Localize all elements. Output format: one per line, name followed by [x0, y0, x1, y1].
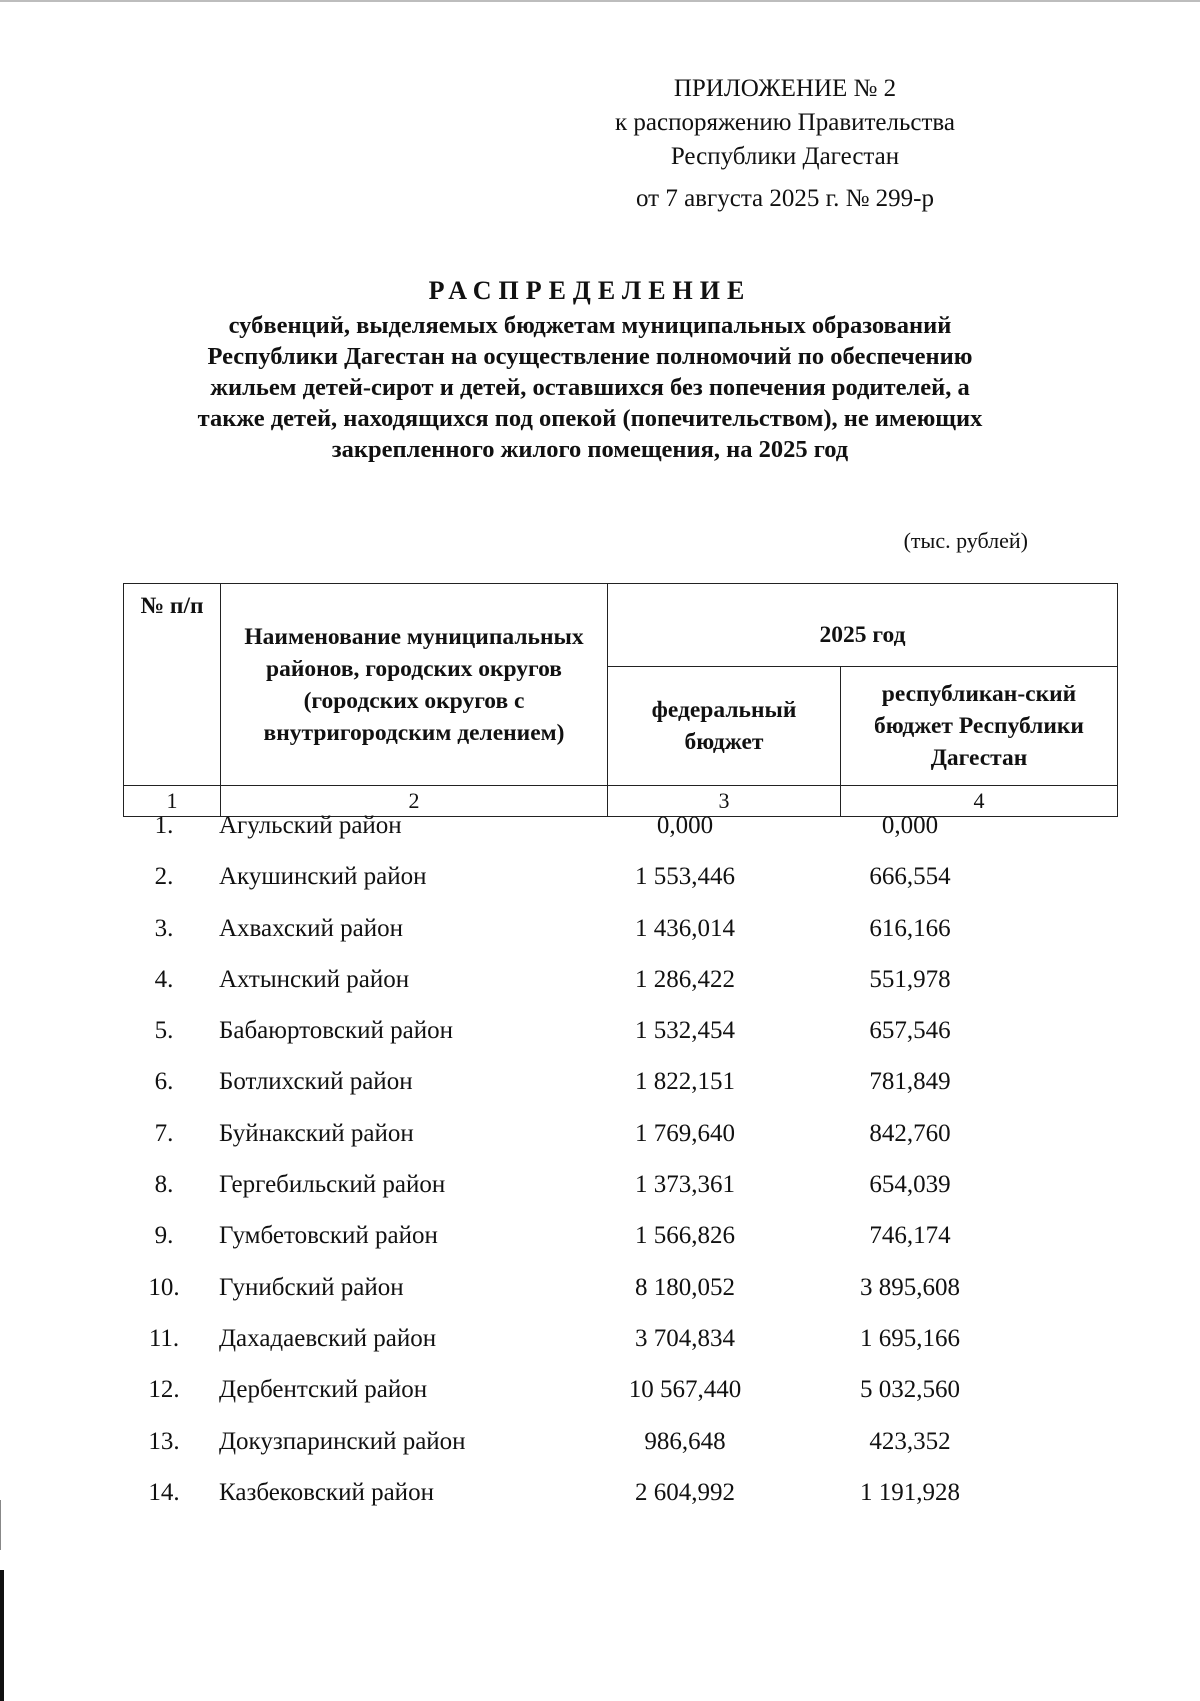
municipality-name: Казбековский район	[219, 1478, 434, 1506]
municipality-name: Акушинский район	[219, 863, 427, 891]
republic-amount: 842,760	[869, 1119, 951, 1147]
federal-amount: 1 532,454	[635, 1017, 735, 1045]
table-row	[123, 1068, 1041, 1119]
republic-amount: 0,000	[881, 812, 939, 839]
appendix-number: ПРИЛОЖЕНИЕ № 2	[673, 75, 897, 102]
table-row	[123, 915, 1041, 966]
republic-amount: 3 895,608	[860, 1273, 960, 1301]
republic-amount: 666,554	[869, 863, 951, 891]
document-title	[110, 274, 1070, 465]
column-index: 2	[221, 786, 608, 817]
republic-amount: 746,174	[869, 1222, 951, 1250]
table-row	[123, 1274, 1041, 1325]
subtitle-line: субвенций, выделяемых бюджетам муниципальных образований	[228, 312, 952, 339]
subtitle-line: также детей, находящихся под опекой (попечительством), не имеющих	[197, 405, 983, 432]
column-index: 1	[124, 786, 221, 817]
appendix-republic: Республики Дагестан	[670, 143, 900, 170]
row-number: 4.	[154, 965, 174, 993]
table-row	[123, 1325, 1041, 1376]
table-row	[123, 966, 1041, 1017]
municipality-name: Буйнакский район	[219, 1119, 414, 1147]
federal-amount: 3 704,834	[635, 1324, 735, 1352]
scan-edge	[0, 0, 1200, 2]
row-number: 13.	[148, 1427, 180, 1455]
header-year: 2025 год	[608, 584, 1118, 667]
table-row	[123, 1376, 1041, 1427]
column-index: 4	[841, 786, 1118, 817]
federal-amount: 1 566,826	[635, 1222, 735, 1250]
municipality-name: Ботлихский район	[219, 1068, 413, 1096]
appendix-reference: к распоряжению Правительства	[614, 109, 955, 136]
republic-amount: 423,352	[869, 1427, 951, 1455]
scan-edge	[0, 1570, 4, 1701]
federal-amount: 1 553,446	[635, 863, 735, 891]
row-number: 1.	[154, 812, 174, 839]
federal-amount: 1 286,422	[635, 965, 735, 993]
municipality-name: Ахтынский район	[219, 965, 410, 993]
republic-amount: 1 695,166	[860, 1324, 960, 1352]
table-row	[123, 1120, 1041, 1171]
federal-amount: 8 180,052	[635, 1273, 735, 1301]
row-number: 12.	[148, 1376, 180, 1404]
federal-amount: 10 567,440	[628, 1376, 742, 1404]
scan-edge	[0, 1500, 1, 1550]
municipality-name: Бабаюртовский район	[219, 1017, 453, 1045]
subtitle-line: Республики Дагестан на осуществление полномочий по обеспечению	[207, 343, 973, 370]
municipality-name: Докузпаринский район	[219, 1427, 466, 1455]
table-header	[123, 583, 1118, 817]
federal-amount: 1 373,361	[635, 1171, 735, 1199]
units-label: (тыс. рублей)	[903, 528, 1028, 553]
federal-amount: 0,000	[656, 812, 714, 839]
header-republic: республикан-ский бюджет Республики Дагестан	[841, 667, 1118, 786]
federal-amount: 986,648	[644, 1427, 726, 1455]
table-row	[123, 1479, 1041, 1530]
municipality-name: Агульский район	[219, 812, 402, 839]
municipality-name: Дахадаевский район	[219, 1324, 437, 1352]
subtitle-line: закрепленного жилого помещения, на 2025 год	[331, 436, 849, 463]
republic-amount: 551,978	[869, 965, 951, 993]
republic-amount: 1 191,928	[860, 1478, 960, 1506]
table-row	[123, 1171, 1041, 1222]
row-number: 10.	[148, 1273, 180, 1301]
title-main: РАСПРЕДЕЛЕНИЕ	[428, 276, 752, 305]
header-federal: федеральный бюджет	[608, 667, 841, 786]
table-body	[123, 812, 1041, 1530]
table-row	[123, 1428, 1041, 1479]
header-name: Наименование муниципальных районов, городских округов (городских округов с внутригородским делением)	[221, 584, 608, 786]
row-number: 3.	[154, 914, 174, 942]
republic-amount: 616,166	[869, 914, 951, 942]
subtitle-line: жильем детей-сирот и детей, оставшихся без попечения родителей, а	[210, 374, 970, 401]
row-number: 11.	[148, 1324, 180, 1352]
row-number: 6.	[154, 1068, 174, 1096]
table-row	[123, 812, 1041, 863]
municipality-name: Ахвахский район	[219, 914, 404, 942]
row-number: 2.	[154, 863, 174, 891]
republic-amount: 657,546	[869, 1017, 951, 1045]
title-subtitle	[110, 310, 1070, 465]
republic-amount: 5 032,560	[860, 1376, 960, 1404]
municipality-name: Гунибский район	[219, 1273, 404, 1301]
federal-amount: 1 769,640	[635, 1119, 735, 1147]
federal-amount: 1 822,151	[635, 1068, 735, 1096]
row-number: 8.	[154, 1171, 174, 1199]
municipality-name: Гергебильский район	[219, 1171, 446, 1199]
republic-amount: 654,039	[869, 1171, 951, 1199]
column-index: 3	[608, 786, 841, 817]
federal-amount: 2 604,992	[635, 1478, 735, 1506]
row-number: 14.	[148, 1478, 180, 1506]
table-row	[123, 863, 1041, 914]
appendix-date: от 7 августа 2025 г. № 299-р	[635, 185, 935, 212]
row-number: 9.	[154, 1222, 174, 1250]
municipality-name: Гумбетовский район	[219, 1222, 438, 1250]
municipality-name: Дербентский район	[219, 1376, 428, 1404]
federal-amount: 1 436,014	[635, 914, 735, 942]
appendix-header	[560, 72, 1010, 216]
table-row	[123, 1017, 1041, 1068]
table-row	[123, 1222, 1041, 1273]
row-number: 5.	[154, 1017, 174, 1045]
republic-amount: 781,849	[869, 1068, 951, 1096]
row-number: 7.	[154, 1119, 174, 1147]
header-num: № п/п	[124, 584, 221, 786]
